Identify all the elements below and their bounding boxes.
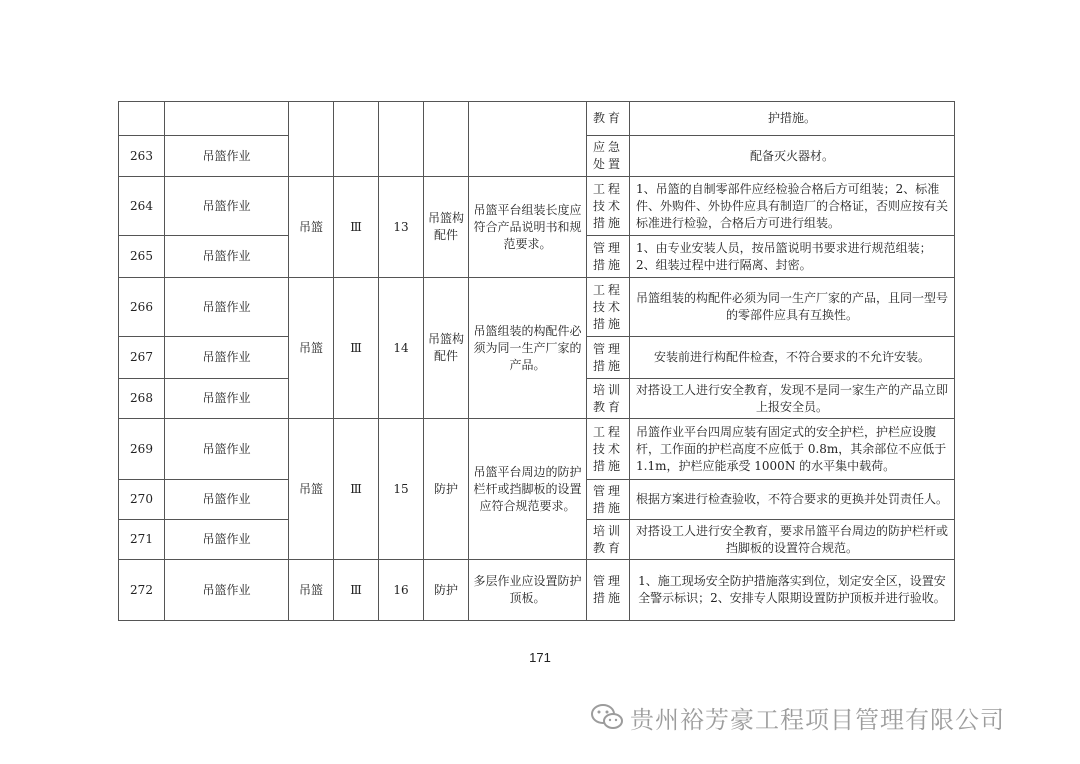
safety-measures-table [118,101,955,621]
measure-type: 工程技术措施 [587,177,630,236]
level-cell: Ⅲ [334,278,379,419]
item-name: 吊篮作业 [165,419,289,480]
level-cell: Ⅲ [334,177,379,278]
row-number: 263 [119,136,165,177]
item-name: 吊篮作业 [165,520,289,560]
category-cell [289,102,334,177]
measure-text: 根据方案进行检查验收，不符合要求的更换并处罚责任人。 [630,480,955,520]
hazard-cell: 吊篮构配件 [424,177,469,278]
hazard-cell [424,102,469,177]
table-row [119,419,955,480]
measure-type: 应急处置 [587,136,630,177]
wechat-icon [590,703,624,731]
level-cell [334,102,379,177]
table-row [119,560,955,621]
row-number: 264 [119,177,165,236]
item-name: 吊篮作业 [165,480,289,520]
measure-type: 工程技术措施 [587,278,630,337]
measure-type: 工程技术措施 [587,419,630,480]
hazard-cell: 防护 [424,419,469,560]
item-name: 吊篮作业 [165,278,289,337]
hazard-cell: 防护 [424,560,469,621]
requirement-cell: 吊篮平台组装长度应符合产品说明书和规范要求。 [469,177,587,278]
measure-type: 教育 [587,102,630,136]
measure-type: 管理措施 [587,337,630,379]
seq-cell [379,102,424,177]
row-number: 271 [119,520,165,560]
row-number: 266 [119,278,165,337]
requirement-cell: 吊篮组装的构配件必须为同一生产厂家的产品。 [469,278,587,419]
table-row [119,102,955,136]
seq-cell: 15 [379,419,424,560]
item-name: 吊篮作业 [165,337,289,379]
requirement-cell [469,102,587,177]
item-name: 吊篮作业 [165,560,289,621]
row-number: 267 [119,337,165,379]
measure-text: 安装前进行构配件检查，不符合要求的不允许安装。 [630,337,955,379]
seq-cell: 16 [379,560,424,621]
item-name: 吊篮作业 [165,236,289,278]
measure-text: 1、施工现场安全防护措施落实到位，划定安全区，设置安全警示标识；2、安排专人限期设置防护顶板并进行验收。 [630,560,955,621]
measure-text: 吊篮组装的构配件必须为同一生产厂家的产品，且同一型号的零部件应具有互换性。 [630,278,955,337]
category-cell: 吊篮 [289,278,334,419]
item-name: 吊篮作业 [165,136,289,177]
seq-cell: 13 [379,177,424,278]
row-number: 272 [119,560,165,621]
measure-text: 1、由专业安装人员，按吊篮说明书要求进行规范组装；2、组装过程中进行隔离、封密。 [630,236,955,278]
category-cell: 吊篮 [289,560,334,621]
measure-text: 对搭设工人进行安全教育，发现不是同一家生产的产品立即上报安全员。 [630,379,955,419]
level-cell: Ⅲ [334,560,379,621]
measure-type: 管理措施 [587,236,630,278]
measure-type: 培训教育 [587,520,630,560]
measure-type: 管理措施 [587,560,630,621]
hazard-cell: 吊篮构配件 [424,278,469,419]
item-name [165,102,289,136]
seq-cell: 14 [379,278,424,419]
category-cell: 吊篮 [289,177,334,278]
item-name: 吊篮作业 [165,379,289,419]
item-name: 吊篮作业 [165,177,289,236]
watermark-text: 贵州裕芳豪工程项目管理有限公司 [630,705,1005,734]
row-number [119,102,165,136]
watermark [590,700,1005,734]
measure-type: 管理措施 [587,480,630,520]
table-row [119,177,955,236]
row-number: 268 [119,379,165,419]
measure-type: 培训教育 [587,379,630,419]
measure-text: 配备灭火器材。 [630,136,955,177]
requirement-cell: 吊篮平台周边的防护栏杆或挡脚板的设置应符合规范要求。 [469,419,587,560]
row-number: 270 [119,480,165,520]
measure-text: 1、吊篮的自制零部件应经检验合格后方可组装；2、标准件、外购件、外协件应具有制造厂的合格证，否则应按有关标准进行检验，合格后方可进行组装。 [630,177,955,236]
measure-text: 护措施。 [630,102,955,136]
page-number: 171 [529,650,551,665]
row-number: 265 [119,236,165,278]
measure-text: 对搭设工人进行安全教育，要求吊篮平台周边的防护栏杆或挡脚板的设置符合规范。 [630,520,955,560]
level-cell: Ⅲ [334,419,379,560]
category-cell: 吊篮 [289,419,334,560]
measure-text: 吊篮作业平台四周应装有固定式的安全护栏，护栏应设腹杆，工作面的护栏高度不应低于 0.8m，其余部位不应低于 1.1m，护栏应能承受 1000N 的水平集中载荷。 [630,419,955,480]
requirement-cell: 多层作业应设置防护顶板。 [469,560,587,621]
row-number: 269 [119,419,165,480]
table-row [119,278,955,337]
